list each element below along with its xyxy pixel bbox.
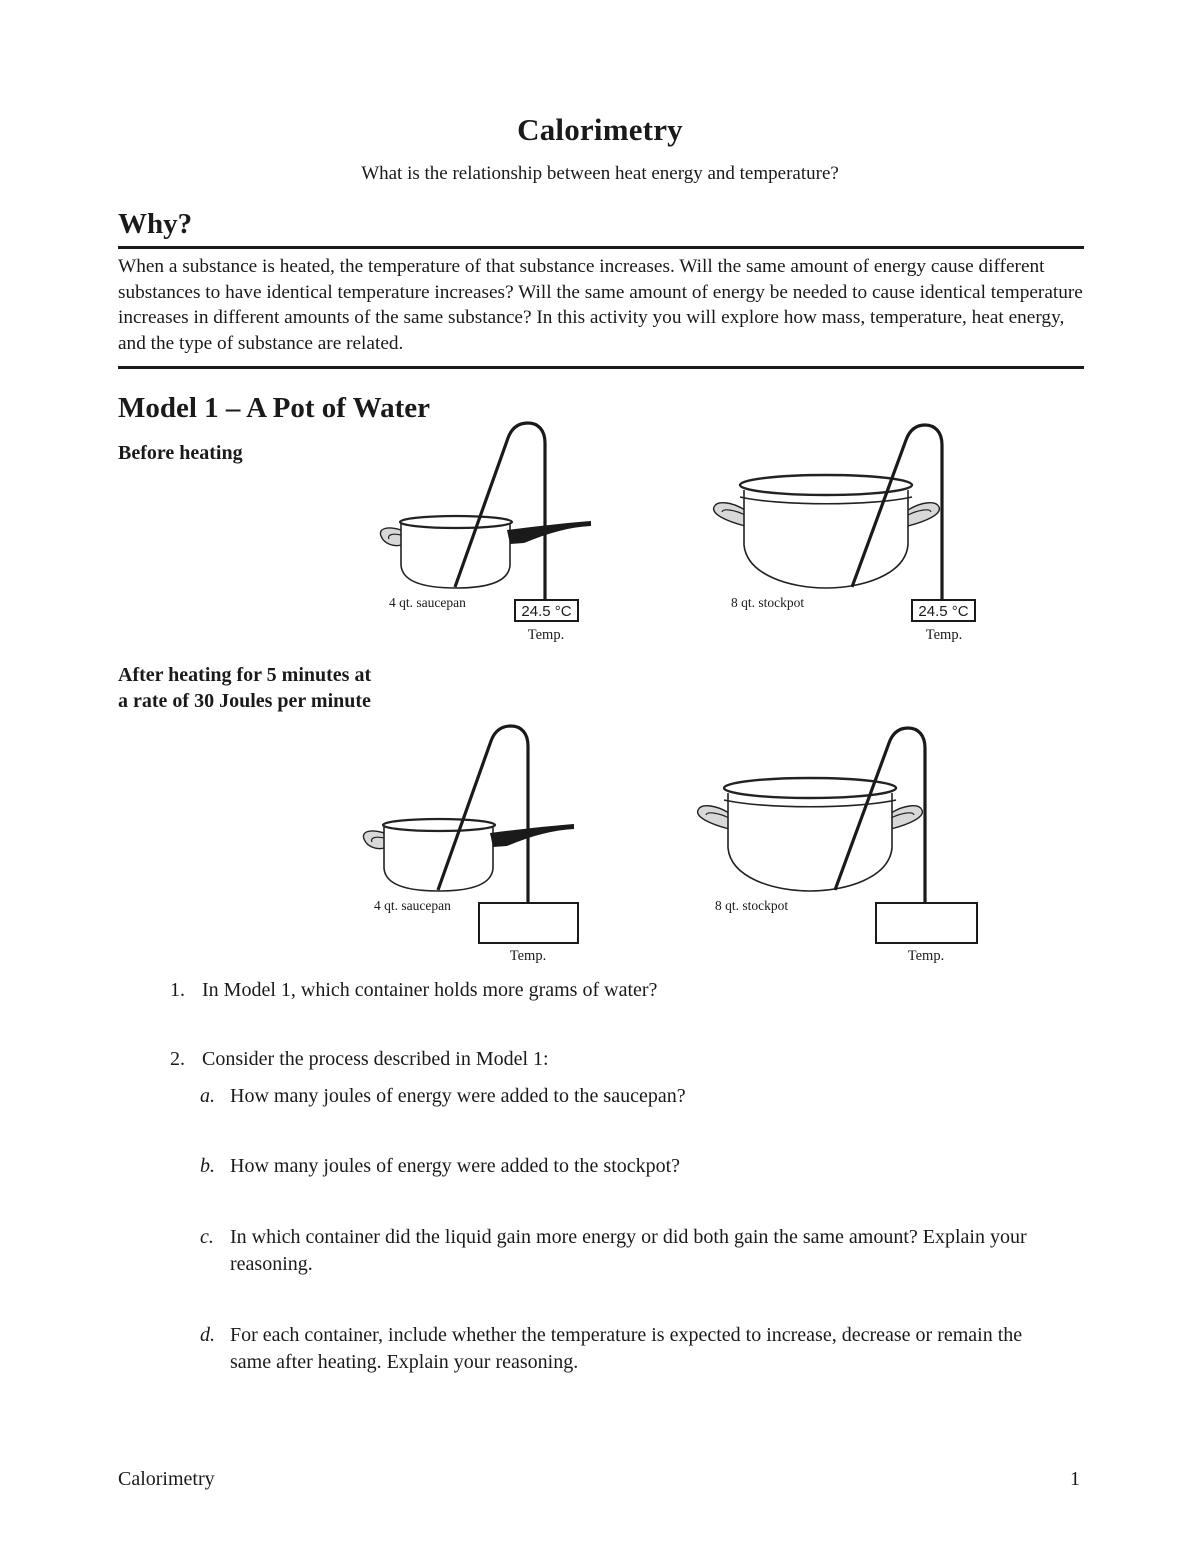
after-saucepan-figure	[363, 726, 578, 964]
after-saucepan-body	[384, 825, 493, 891]
after-heating-label-line1: After heating for 5 minutes at	[118, 664, 372, 686]
page-title: Calorimetry	[517, 112, 683, 147]
footer-page-number: 1	[1070, 1468, 1080, 1490]
footer-title: Calorimetry	[118, 1468, 215, 1490]
after-saucepan-temp-label: Temp.	[509, 948, 547, 964]
after-stockpot-right-handle	[891, 806, 922, 829]
after-saucepan-temp-box[interactable]	[479, 903, 578, 943]
before-stockpot-temp-label: Temp.	[925, 627, 963, 643]
after-saucepan-rim	[383, 819, 495, 831]
before-stockpot-figure	[714, 425, 975, 643]
question-2c-letter: c.	[200, 1226, 214, 1248]
after-stockpot-label: 8 qt. stockpot	[715, 898, 789, 913]
before-saucepan-handle	[380, 528, 401, 546]
question-2b-text: How many joules of energy were added to the stockpot?	[230, 1155, 681, 1177]
question-2d-letter: d.	[200, 1324, 215, 1346]
before-saucepan-label: 4 qt. saucepan	[389, 595, 466, 610]
question-1-text: In Model 1, which container holds more grams of water?	[202, 979, 658, 1001]
before-stockpot-temp-value: 24.5 °C	[918, 603, 969, 620]
question-2b-letter: b.	[200, 1155, 215, 1177]
after-saucepan-label: 4 qt. saucepan	[374, 898, 451, 913]
after-saucepan-handle	[363, 831, 384, 849]
after-stockpot-body	[728, 793, 892, 891]
page-subtitle: What is the relationship between heat energy and temperature?	[361, 163, 839, 184]
after-stockpot-figure	[698, 728, 977, 964]
why-heading: Why?	[118, 208, 193, 240]
before-saucepan-temp-label: Temp.	[527, 627, 565, 643]
before-saucepan-figure	[380, 423, 591, 643]
model1-heading: Model 1 – A Pot of Water	[118, 392, 430, 424]
before-saucepan-body	[401, 522, 510, 588]
question-2d-text: For each container, include whether the temperature is expected to increase, decrease or remain the same after heating. Explain your reasoning.	[230, 1324, 1023, 1373]
after-heating-label-line2: a rate of 30 Joules per minute	[118, 690, 371, 712]
why-paragraph: When a substance is heated, the temperature of that substance increases. Will the same amount of energy cause different substances to have identical temperature increases? Will the same amount of energy be needed to cause identical temperature increases in different amounts of the same substance? In this activity you will explore how mass, temperature, heat energy, and the type of substance are related.	[118, 256, 1083, 354]
question-2-number: 2.	[170, 1048, 185, 1070]
before-stockpot-right-handle	[908, 503, 939, 526]
after-saucepan-long-handle	[490, 824, 574, 847]
question-2a-letter: a.	[200, 1085, 215, 1107]
before-saucepan-temp-value: 24.5 °C	[521, 603, 572, 620]
after-stockpot-temp-box[interactable]	[876, 903, 977, 943]
after-stockpot-temp-label: Temp.	[907, 948, 945, 964]
question-1-number: 1.	[170, 979, 185, 1001]
before-heating-label: Before heating	[118, 442, 243, 464]
question-2a-text: How many joules of energy were added to the saucepan?	[230, 1085, 686, 1107]
before-stockpot-label: 8 qt. stockpot	[731, 595, 805, 610]
question-2c-text: In which container did the liquid gain more energy or did both gain the same amount? Explain your reasoning.	[230, 1226, 1027, 1275]
before-saucepan-long-handle	[507, 521, 591, 544]
question-2-text: Consider the process described in Model 1:	[202, 1048, 549, 1070]
before-stockpot-left-handle	[714, 503, 745, 526]
after-stockpot-left-handle	[698, 806, 729, 829]
before-saucepan-rim	[400, 516, 512, 528]
